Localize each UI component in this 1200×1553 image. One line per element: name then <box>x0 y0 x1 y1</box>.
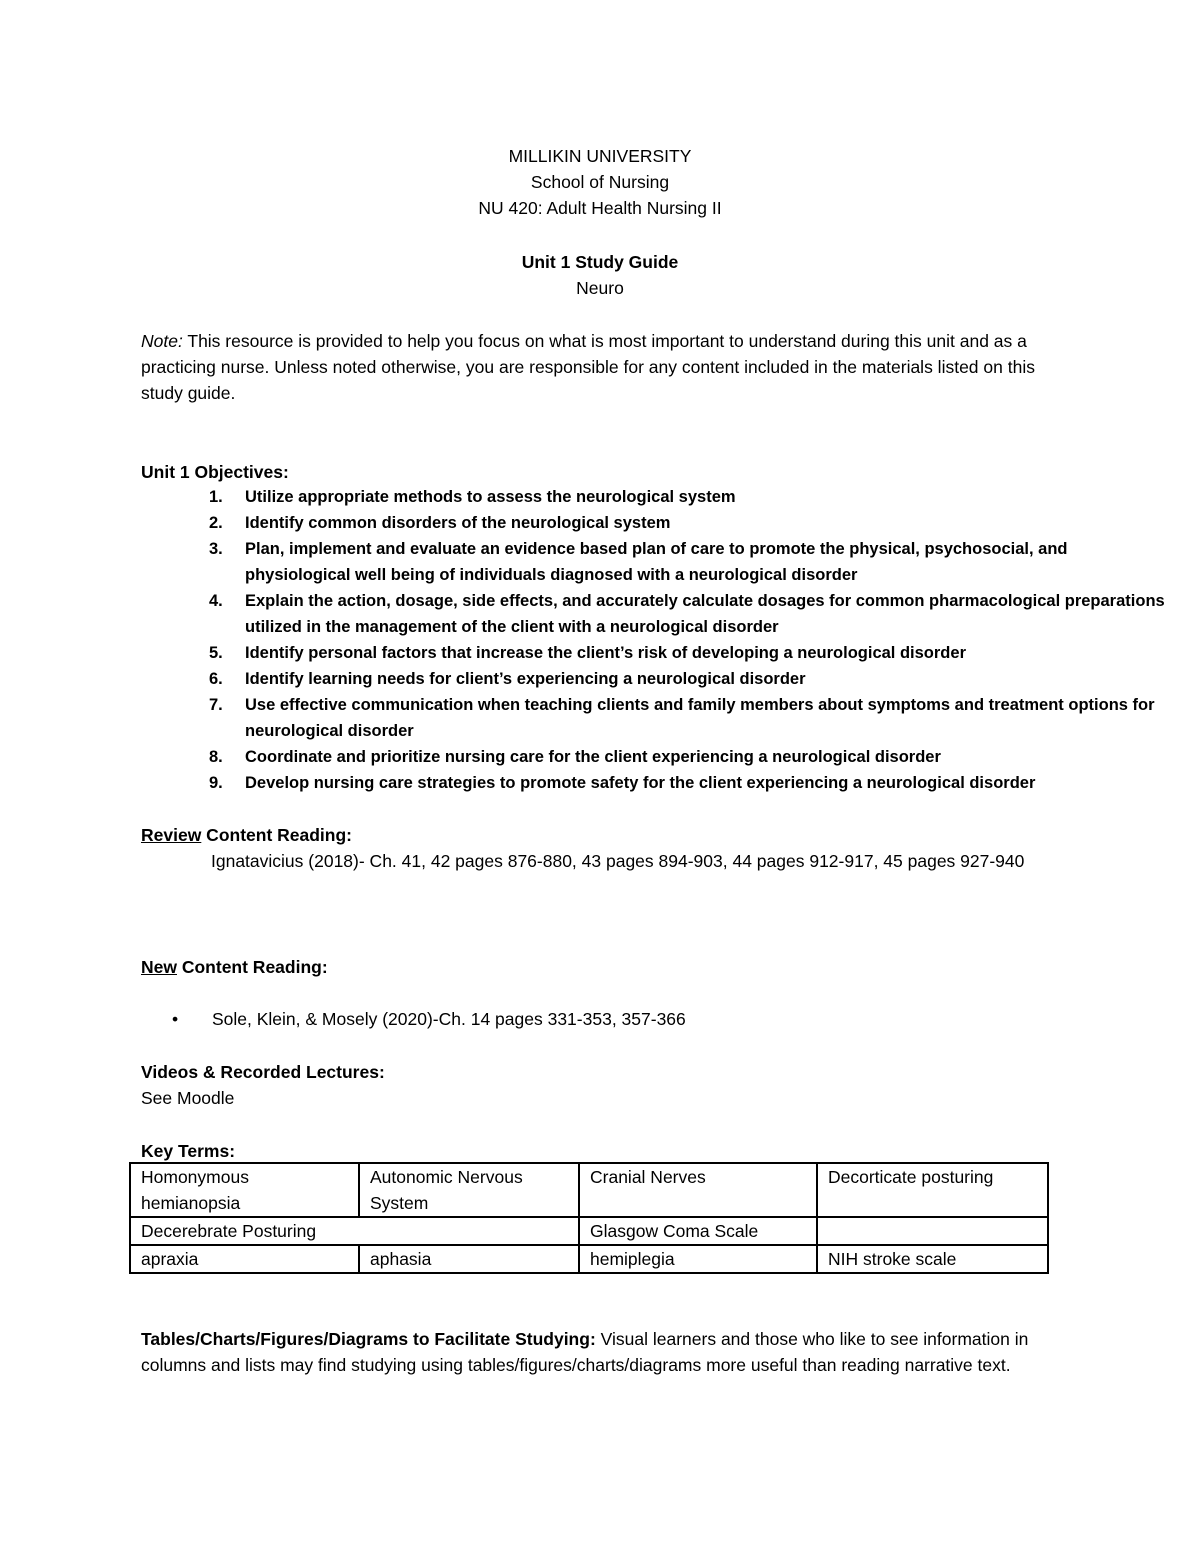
table-cell: Autonomic Nervous System <box>359 1163 579 1217</box>
review-heading-underlined: Review <box>141 825 202 845</box>
note-paragraph <box>141 328 1046 406</box>
key-terms-table <box>129 1162 1049 1274</box>
table-cell <box>817 1217 1048 1245</box>
objectives-list <box>141 484 1175 796</box>
table-cell: Decerebrate Posturing <box>130 1217 579 1245</box>
course-title: NU 420: Adult Health Nursing II <box>478 198 722 218</box>
guide-topic: Neuro <box>576 278 624 298</box>
university-name: MILLIKIN UNIVERSITY <box>508 146 692 166</box>
table-cell: Cranial Nerves <box>579 1163 817 1217</box>
table-cell: Decorticate posturing <box>817 1163 1048 1217</box>
school-name: School of Nursing <box>530 172 670 192</box>
tables-section-text: Visual learners and those who like to see information in columns and lists may find studying using tables/figures/charts/diagrams more useful than reading narrative text. <box>141 1329 1029 1375</box>
objective-item: 7. Use effective communication when teaching clients and family members about symptoms and treatment options for neurological disorder <box>209 696 1155 740</box>
tables-section-paragraph <box>141 1326 1031 1378</box>
objectives-heading: Unit 1 Objectives: <box>141 462 289 482</box>
table-cell: Glasgow Coma Scale <box>579 1217 817 1245</box>
guide-title: Unit 1 Study Guide <box>521 252 679 272</box>
objective-item: 9. Develop nursing care strategies to promote safety for the client experiencing a neurological disorder <box>209 774 1036 792</box>
table-cell: hemiplegia <box>579 1245 817 1273</box>
new-content-text: Sole, Klein, & Mosely (2020)-Ch. 14 pages 331-353, 357-366 <box>212 1009 686 1029</box>
review-reading: Ignatavicius (2018)- Ch. 41, 42 pages 876-880, 43 pages 894-903, 44 pages 912-917, 45 pages 927-940 <box>211 851 1025 871</box>
note-label: Note: <box>141 331 183 351</box>
objective-item: 5. Identify personal factors that increase the client’s risk of developing a neurological disorder <box>209 644 966 662</box>
videos-heading: Videos & Recorded Lectures: <box>141 1062 385 1082</box>
new-heading-underlined: New <box>141 957 177 977</box>
objective-item: 4. Explain the action, dosage, side effects, and accurately calculate dosages for common pharmacological preparations utilized in the management of the client with a neurological disorder <box>209 592 1165 636</box>
new-content-heading: New Content Reading: <box>141 957 328 977</box>
table-cell: Homonymous hemianopsia <box>130 1163 359 1217</box>
review-heading: Review Content Reading: <box>141 825 352 845</box>
key-terms-heading: Key Terms: <box>141 1141 236 1161</box>
table-row <box>130 1245 1048 1273</box>
table-cell: aphasia <box>359 1245 579 1273</box>
table-cell: NIH stroke scale <box>817 1245 1048 1273</box>
note-text: This resource is provided to help you focus on what is most important to understand during this unit and as a practicing nurse. Unless noted otherwise, you are responsible for any content included in the materials listed on this study guide. <box>141 331 1035 403</box>
objective-item: 3. Plan, implement and evaluate an evidence based plan of care to promote the physical, psychosocial, and physiological well being of individuals diagnosed with a neurological disorder <box>209 540 1068 584</box>
objective-item: 8. Coordinate and prioritize nursing care for the client experiencing a neurological disorder <box>209 748 941 766</box>
objective-item: 2. Identify common disorders of the neurological system <box>209 514 671 532</box>
bullet-icon: • <box>172 1009 179 1029</box>
table-cell: apraxia <box>130 1245 359 1273</box>
table-row <box>130 1163 1048 1217</box>
objective-item: 1. Utilize appropriate methods to assess the neurological system <box>209 488 736 506</box>
videos-text: See Moodle <box>141 1088 235 1108</box>
objective-item: 6. Identify learning needs for client’s experiencing a neurological disorder <box>209 670 806 688</box>
tables-section-heading: Tables/Charts/Figures/Diagrams to Facilitate Studying: <box>141 1329 596 1349</box>
table-row <box>130 1217 1048 1245</box>
